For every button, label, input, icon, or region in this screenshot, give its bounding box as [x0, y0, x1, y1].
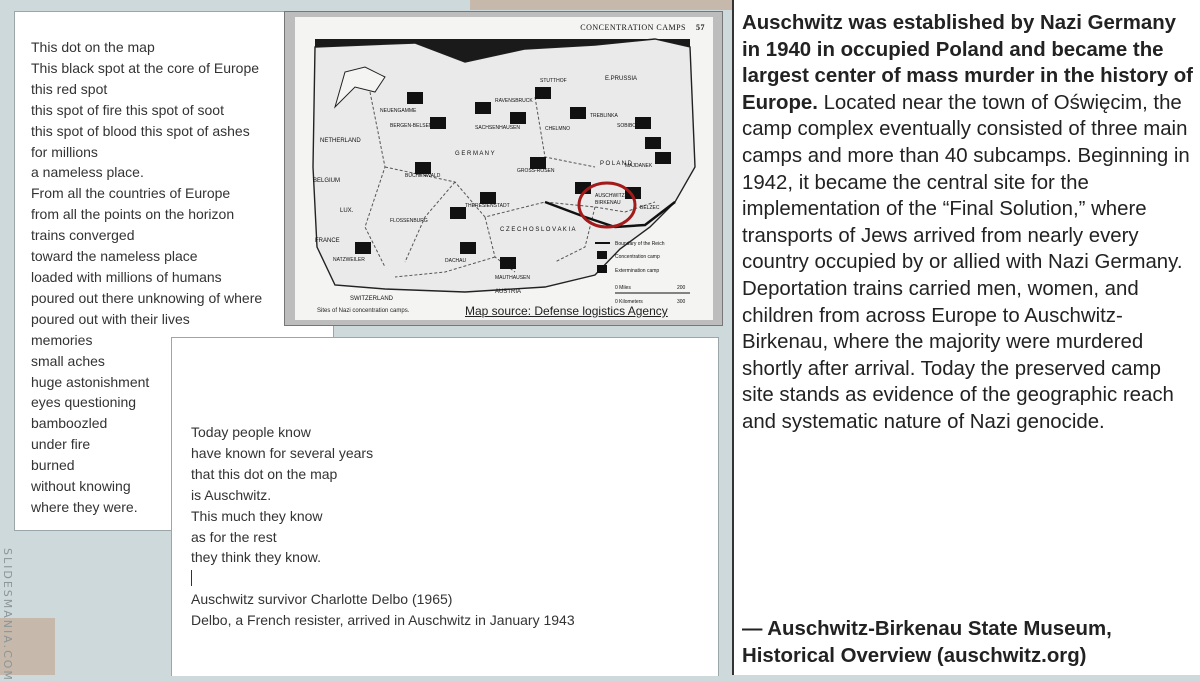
delbo-text — [191, 422, 575, 631]
poem-line: bamboozled — [31, 415, 108, 432]
map-label-germany: G E R M A N Y — [455, 151, 495, 157]
poem-line: under fire — [31, 436, 91, 453]
legend-extermination: Extermination camp — [615, 268, 660, 274]
delbo-line: have known for several years — [191, 444, 374, 461]
poem-line: a nameless place. — [31, 164, 144, 181]
poem-line: This dot on the map — [31, 39, 155, 55]
map-label-poland: P O L A N D — [600, 161, 633, 167]
delbo-line: This much they know — [191, 507, 323, 524]
poem-line: poured out there unknowing of where — [31, 289, 263, 306]
overview-paragraph — [742, 10, 1198, 436]
delbo-line: that this dot on the map — [191, 465, 338, 482]
svg-text:FLOSSENBURG: FLOSSENBURG — [390, 218, 428, 224]
poem-line: huge astonishment — [31, 373, 150, 390]
delbo-quote-card — [171, 337, 719, 676]
overview-bold-intro: Auschwitz was established by Nazi Germany in 1940 in occupied Poland and became the largest center of mass murder in the history of Europe. — [742, 12, 1193, 114]
poem-line: this spot of fire this spot of soot — [31, 101, 224, 118]
map-caption: Sites of Nazi concentration camps. — [317, 308, 410, 314]
svg-text:TREBLINKA: TREBLINKA — [590, 113, 618, 119]
map-label-switzerland: SWITZERLAND — [350, 296, 394, 302]
svg-text:MAJDANEK: MAJDANEK — [625, 163, 653, 169]
map-drawing — [295, 17, 713, 320]
svg-text:MAUTHAUSEN: MAUTHAUSEN — [495, 275, 531, 281]
legend-boundary: Boundary of the Reich — [615, 241, 665, 247]
svg-text:SACHSENHAUSEN: SACHSENHAUSEN — [475, 125, 521, 131]
poem-line: burned — [31, 457, 75, 474]
poem-line: where they were. — [31, 498, 138, 515]
map-label-czechoslovakia: C Z E C H O S L O V A K I A — [500, 227, 576, 233]
svg-text:NATZWEILER: NATZWEILER — [333, 257, 365, 263]
branding-watermark: SLIDESMANIA.COM — [1, 548, 14, 682]
map-label-france: FRANCE — [315, 238, 340, 244]
poem-line: eyes questioning — [31, 394, 137, 411]
overview-text-panel — [732, 0, 1200, 675]
poem-line: trains converged — [31, 227, 135, 244]
svg-text:BIRKENAU: BIRKENAU — [595, 200, 621, 206]
delbo-line: Today people know — [191, 424, 311, 440]
svg-text:DACHAU: DACHAU — [445, 258, 467, 264]
decor-tan-strip-top — [470, 0, 735, 10]
poem-line: from all the points on the horizon — [31, 206, 235, 223]
map-label-belgium: BELGIUM — [313, 178, 341, 184]
map-label-lux: LUX. — [340, 208, 354, 214]
poem-line: loaded with millions of humans — [31, 268, 222, 285]
poem-line: toward the nameless place — [31, 248, 198, 265]
delbo-line: is Auschwitz. — [191, 486, 272, 503]
map-page-number: 57 — [696, 23, 705, 32]
map-label-netherlands: NETHERLAND — [320, 138, 361, 144]
map-canvas — [295, 17, 713, 320]
svg-text:RAVENSBRUCK: RAVENSBRUCK — [495, 98, 533, 104]
svg-text:BELZEC: BELZEC — [640, 205, 660, 211]
svg-text:200: 200 — [677, 285, 686, 291]
poem-line: This black spot at the core of Europe — [31, 59, 260, 76]
legend-concentration: Concentration camp — [615, 254, 660, 260]
svg-text:GROSS-ROSEN: GROSS-ROSEN — [517, 168, 555, 174]
svg-text:0 Kilometers: 0 Kilometers — [615, 299, 643, 305]
delbo-attribution: Auschwitz survivor Charlotte Delbo (1965) — [191, 591, 453, 608]
map-source-link[interactable]: Map source: Defense logistics Agency — [465, 304, 668, 318]
overview-citation: — Auschwitz-Birkenau State Museum, Historical Overview (auschwitz.org) — [742, 618, 1112, 667]
svg-text:300: 300 — [677, 299, 686, 305]
poem-line: poured out with their lives — [31, 310, 190, 327]
poem-line: small aches — [31, 352, 105, 369]
map-image — [284, 11, 723, 326]
svg-text:BERGEN-BELSEN: BERGEN-BELSEN — [390, 123, 433, 129]
map-label-eprussia: E.PRUSSIA — [605, 76, 638, 82]
poem-line: this spot of blood this spot of ashes — [31, 122, 250, 139]
delbo-line: as for the rest — [191, 528, 277, 545]
svg-text:THERESIENSTADT: THERESIENSTADT — [465, 203, 510, 209]
poem-line: From all the countries of Europe — [31, 185, 231, 202]
svg-text:BUCHENWALD: BUCHENWALD — [405, 173, 441, 179]
map-label-austria: AUSTRIA — [495, 289, 522, 295]
svg-text:0 Miles: 0 Miles — [615, 285, 631, 291]
delbo-attribution-detail: Delbo, a French resister, arrived in Auschwitz in January 1943 — [191, 612, 575, 629]
svg-text:AUSCHWITZ-: AUSCHWITZ- — [595, 193, 627, 199]
svg-text:NEUENGAMME: NEUENGAMME — [380, 108, 417, 114]
overview-body: Located near the town of Oświęcim, the camp complex eventually consisted of three main camps and more than 40 subcamps. Beginning in 1942, it became the central site for the implementation of the “Final Solution,” where transports of Jews arrived from nearly every country occupied by or allied with Nazi Germany. Deportation trains carried men, women, and children from across Europe to Auschwitz-Birkenau, where the majority were murdered shortly after arrival. Today the preserved camp site stands as evidence of the geographic reach and systematic nature of Nazi genocide. — [742, 91, 1190, 433]
poem-line: this red spot — [31, 80, 108, 97]
svg-text:CHELMNO: CHELMNO — [545, 126, 571, 132]
poem-line: memories — [31, 331, 93, 348]
map-header-title: CONCENTRATION CAMPS — [580, 23, 686, 32]
delbo-poem-lines — [191, 422, 575, 568]
delbo-line: they think they know. — [191, 549, 321, 566]
poem-line: without knowing — [31, 478, 131, 495]
svg-text:SOBIBOR: SOBIBOR — [617, 123, 640, 129]
text-cursor — [191, 570, 192, 586]
svg-text:STUTTHOF: STUTTHOF — [540, 78, 567, 84]
poem-line: for millions — [31, 143, 98, 160]
